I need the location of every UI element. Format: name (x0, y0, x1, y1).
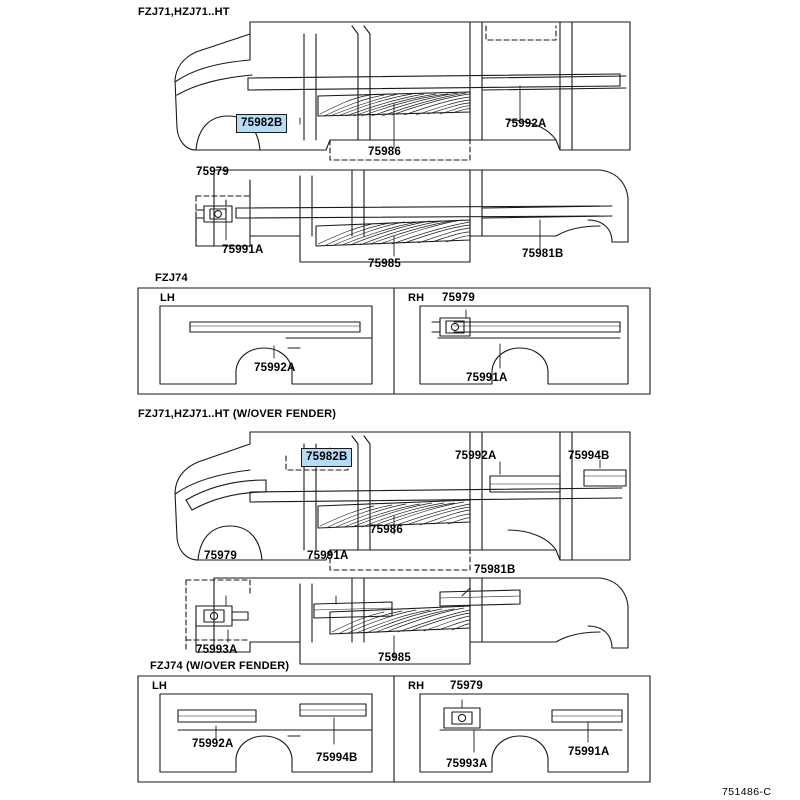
figure-3-fzj74-box (138, 288, 650, 394)
side-marker-rh-1: RH (408, 292, 425, 304)
callout-75992A-fig1[interactable]: 75992A (505, 118, 547, 130)
callout-75979-fig2[interactable]: 75979 (196, 166, 229, 178)
callout-75993A-fig5[interactable]: 75993A (196, 644, 238, 656)
callout-75981B-fig2[interactable]: 75981B (522, 248, 564, 260)
group-heading-4: FZJ74 (W/OVER FENDER) (150, 660, 290, 672)
callout-75982B-fig4[interactable]: 75982B (301, 448, 352, 467)
callout-75991A-fig3[interactable]: 75991A (466, 372, 508, 384)
callout-75991A-fig5[interactable]: 75991A (307, 550, 349, 562)
callout-75985-fig5[interactable]: 75985 (378, 652, 411, 664)
figure-4-overfender-body-side (175, 432, 630, 570)
callout-75992A-fig3[interactable]: 75992A (254, 362, 296, 374)
callout-75986-fig1[interactable]: 75986 (368, 146, 401, 158)
group-heading-1: FZJ71,HZJ71..HT (138, 6, 230, 18)
callout-75982B-fig1[interactable]: 75982B (236, 114, 287, 133)
callout-75991A-fig2[interactable]: 75991A (222, 244, 264, 256)
callout-75979-fig6[interactable]: 75979 (450, 680, 483, 692)
callout-75986-fig4[interactable]: 75986 (370, 524, 403, 536)
callout-75992A-fig6[interactable]: 75992A (192, 738, 234, 750)
callout-75981B-fig5[interactable]: 75981B (474, 564, 516, 576)
callout-75994B-fig4[interactable]: 75994B (568, 450, 610, 462)
callout-75992A-fig4[interactable]: 75992A (455, 450, 497, 462)
callout-75994B-fig6[interactable]: 75994B (316, 752, 358, 764)
callout-75979-fig5[interactable]: 75979 (204, 550, 237, 562)
group-heading-3: FZJ71,HZJ71..HT (W/OVER FENDER) (138, 408, 337, 420)
side-marker-lh-2: LH (152, 680, 168, 692)
sheet-code: 751486-C (722, 786, 772, 798)
side-marker-lh-1: LH (160, 292, 176, 304)
group-heading-2: FZJ74 (155, 272, 188, 284)
callout-75979-fig3[interactable]: 75979 (442, 292, 475, 304)
figure-6-fzj74-overfender-box (138, 676, 650, 782)
side-marker-rh-2: RH (408, 680, 425, 692)
callout-75993A-fig6[interactable]: 75993A (446, 758, 488, 770)
callout-75985-fig2[interactable]: 75985 (368, 258, 401, 270)
callout-75991A-fig6[interactable]: 75991A (568, 746, 610, 758)
